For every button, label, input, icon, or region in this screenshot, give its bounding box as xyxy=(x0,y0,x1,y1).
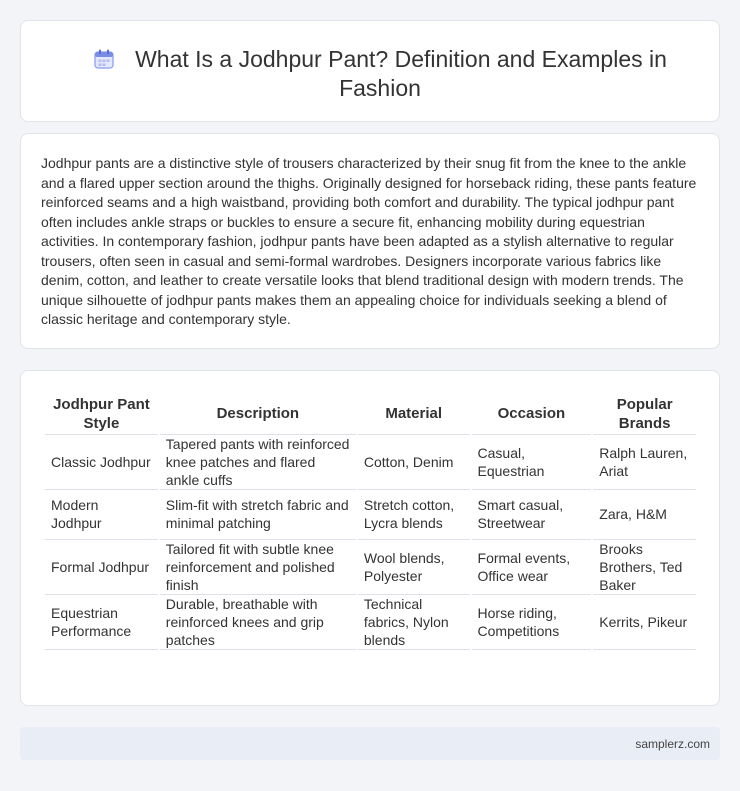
cell-description: Durable, breathable with reinforced knees and grip patches xyxy=(160,595,356,650)
table-row xyxy=(45,540,696,595)
cell-occasion: Casual, Equestrian xyxy=(472,435,592,490)
cell-description: Tailored fit with subtle knee reinforcement and polished finish xyxy=(160,540,356,595)
column-header-style: Jodhpur Pant Style xyxy=(45,393,158,435)
column-header-brands: Popular Brands xyxy=(593,393,696,435)
title-wrap xyxy=(81,45,679,103)
table-row xyxy=(45,435,696,490)
cell-occasion: Formal events, Office wear xyxy=(472,540,592,595)
table-row xyxy=(45,490,696,540)
table-row xyxy=(45,595,696,650)
cell-brands: Brooks Brothers, Ted Baker xyxy=(593,540,696,595)
cell-brands: Kerrits, Pikeur xyxy=(593,595,696,650)
description-card xyxy=(20,133,720,349)
cell-description: Tapered pants with reinforced knee patches and flared ankle cuffs xyxy=(160,435,356,490)
column-header-occasion: Occasion xyxy=(472,393,592,435)
cell-style: Modern Jodhpur xyxy=(45,490,158,540)
cell-occasion: Smart casual, Streetwear xyxy=(472,490,592,540)
cell-style: Formal Jodhpur xyxy=(45,540,158,595)
cell-brands: Ralph Lauren, Ariat xyxy=(593,435,696,490)
calendar-icon xyxy=(93,48,115,70)
cell-description: Slim-fit with stretch fabric and minimal patching xyxy=(160,490,356,540)
footer-bar xyxy=(20,727,720,760)
page-title: What Is a Jodhpur Pant? Definition and Examples in Fashion xyxy=(135,46,667,101)
cell-occasion: Horse riding, Competitions xyxy=(472,595,592,650)
jodhpur-styles-table xyxy=(43,393,698,650)
table-card xyxy=(20,370,720,706)
footer-source: samplerz.com xyxy=(635,737,710,751)
cell-material: Wool blends, Polyester xyxy=(358,540,470,595)
cell-brands: Zara, H&M xyxy=(593,490,696,540)
cell-material: Stretch cotton, Lycra blends xyxy=(358,490,470,540)
cell-material: Technical fabrics, Nylon blends xyxy=(358,595,470,650)
cell-style: Classic Jodhpur xyxy=(45,435,158,490)
cell-material: Cotton, Denim xyxy=(358,435,470,490)
table-header-row xyxy=(45,393,696,435)
description-text: Jodhpur pants are a distinctive style of trousers characterized by their snug fit from the knee to the ankle and a flared upper section around the thighs. Originally designed for horseback riding, these pants feature reinforced seams and a high waistband, providing both comfort and durability. The typical jodhpur pant often includes ankle straps or buckles to ensure a secure fit, enhancing mobility during equestrian activities. In contemporary fashion, jodhpur pants have been adapted as a stylish alternative to regular trousers, often seen in casual and semi-formal wardrobes. Designers incorporate various fabrics like denim, cotton, and leather to create versatile looks that blend traditional design with modern trends. The unique silhouette of jodhpur pants makes them an appealing choice for individuals seeking a blend of classic heritage and contemporary style. xyxy=(41,155,697,327)
column-header-material: Material xyxy=(358,393,470,435)
column-header-description: Description xyxy=(160,393,356,435)
cell-style: Equestrian Performance xyxy=(45,595,158,650)
title-card xyxy=(20,20,720,122)
